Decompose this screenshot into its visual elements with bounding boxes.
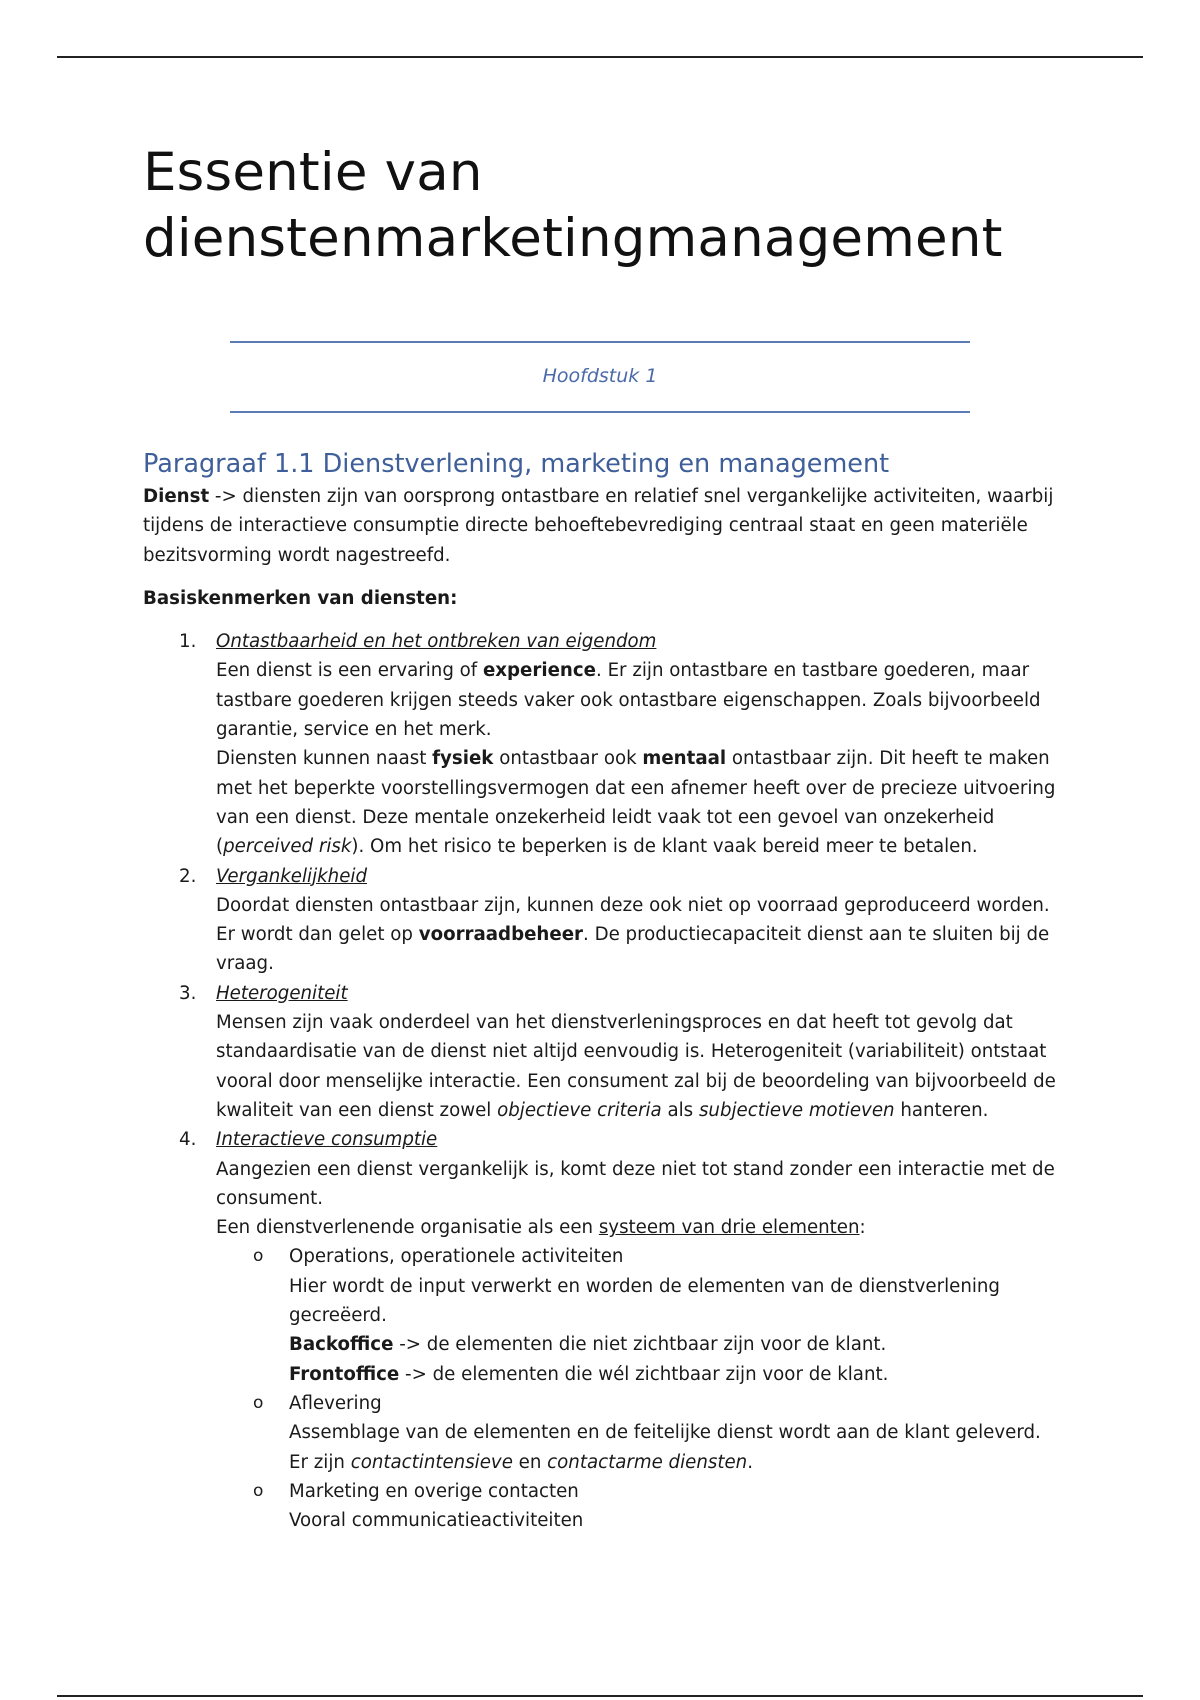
features-heading [143, 584, 1063, 613]
sub-item-title: Operations, operationele activiteiten [289, 1246, 624, 1268]
sub-item-text: Vooral communicatieactiviteiten [289, 1510, 584, 1532]
features-list [143, 627, 1063, 1535]
item-number: 1. [179, 631, 197, 653]
title-block [143, 140, 1063, 272]
item-text: Mensen zijn vaak onderdeel van het dienstverleningsproces en dat heeft tot gevolg dat standaardisatie van de dienst niet altijd eenvoudig is. Heterogeniteit (variabiliteit) ontstaat vooral door menselijke interactie. Een consument zal bij de beoordeling van bijvoorbeeld de kwaliteit van een dienst zowel objectieve criteria als subjectieve motieven hanteren. [216, 1012, 1056, 1121]
list-item [143, 979, 1063, 1125]
title-line-1: Essentie van [143, 142, 483, 203]
sub-list-item [216, 1242, 1063, 1388]
document-title [143, 140, 1063, 272]
item-title: Interactieve consumptie [216, 1129, 438, 1151]
item-number: 2. [179, 865, 197, 887]
item-text: Aangezien een dienst vergankelijk is, komt deze niet tot stand zonder een interactie met de consument. [216, 1158, 1055, 1209]
intro-text: -> diensten zijn van oorsprong ontastbare en relatief snel vergankelijke activiteiten, waarbij tijdens de interactieve consumptie directe behoeftebevrediging centraal staat en geen materiële bezitsvorming wordt nagestreefd. [143, 486, 1054, 566]
chapter-subtitle: Hoofdstuk 1 [542, 365, 658, 387]
features-heading-text: Basiskenmerken van diensten: [143, 587, 458, 609]
item-title: Heterogeniteit [216, 982, 348, 1004]
title-line-2: dienstenmarketingmanagement [143, 208, 1003, 269]
list-item [143, 627, 1063, 861]
sub-list-item [216, 1477, 1063, 1536]
sub-item-title: Aflevering [289, 1392, 382, 1414]
item-title: Ontastbaarheid en het ontbreken van eigendom [216, 631, 657, 653]
sub-item-text: Hier wordt de input verwerkt en worden de elementen van de dienstverlening gecreëerd. [289, 1275, 1000, 1327]
intro-term: Dienst [143, 486, 210, 507]
bottom-border-line [57, 1695, 1143, 1697]
sub-list [216, 1242, 1063, 1535]
sub-list-item [216, 1389, 1063, 1477]
subtitle-block [230, 341, 970, 413]
document-body [143, 446, 1063, 1535]
item-number: 4. [179, 1129, 197, 1151]
intro-paragraph [143, 482, 1063, 570]
sub-item-text: Assemblage van de elementen en de feitelijke dienst wordt aan de klant geleverd. Er zijn contactintensieve en contactarme diensten. [289, 1422, 1041, 1473]
bullet-circle-icon: o [253, 1392, 264, 1413]
sub-item-title: Marketing en overige contacten [289, 1480, 579, 1502]
item-text: Een dienstverlenende organisatie als een systeem van drie elementen: [216, 1217, 866, 1239]
bullet-circle-icon: o [253, 1480, 264, 1501]
item-title: Vergankelijkheid [216, 865, 367, 887]
sub-item-text: Backoffice -> de elementen die niet zichtbaar zijn voor de klant. [289, 1334, 887, 1356]
section-heading: Paragraaf 1.1 Dienstverlening, marketing en management [143, 449, 890, 479]
item-number: 3. [179, 982, 197, 1004]
list-item [143, 1125, 1063, 1535]
bullet-circle-icon: o [253, 1246, 264, 1267]
list-item [143, 862, 1063, 979]
sub-item-text: Frontoffice -> de elementen die wél zichtbaar zijn voor de klant. [289, 1363, 889, 1385]
top-border-line [57, 56, 1143, 58]
item-text: Een dienst is een ervaring of experience. Er zijn ontastbare en tastbare goederen, maar tastbare goederen krijgen steeds vaker ook ontastbare eigenschappen. Zoals bijvoorbeeld garantie, service en het merk. [216, 660, 1041, 741]
item-text: Doordat diensten ontastbaar zijn, kunnen deze ook niet op voorraad geproduceerd worden. Er wordt dan gelet op voorraadbeheer. De productiecapaciteit dienst aan te sluiten bij de vraag. [216, 894, 1050, 975]
item-text: Diensten kunnen naast fysiek ontastbaar ook mentaal ontastbaar zijn. Dit heeft te maken met het beperkte voorstellingsvermogen dat een afnemer heeft over de precieze uitvoering van een dienst. Deze mentale onzekerheid leidt vaak tot een gevoel van onzekerheid (perceived risk). Om het risico te beperken is de klant vaak bereid meer te betalen. [216, 748, 1056, 858]
